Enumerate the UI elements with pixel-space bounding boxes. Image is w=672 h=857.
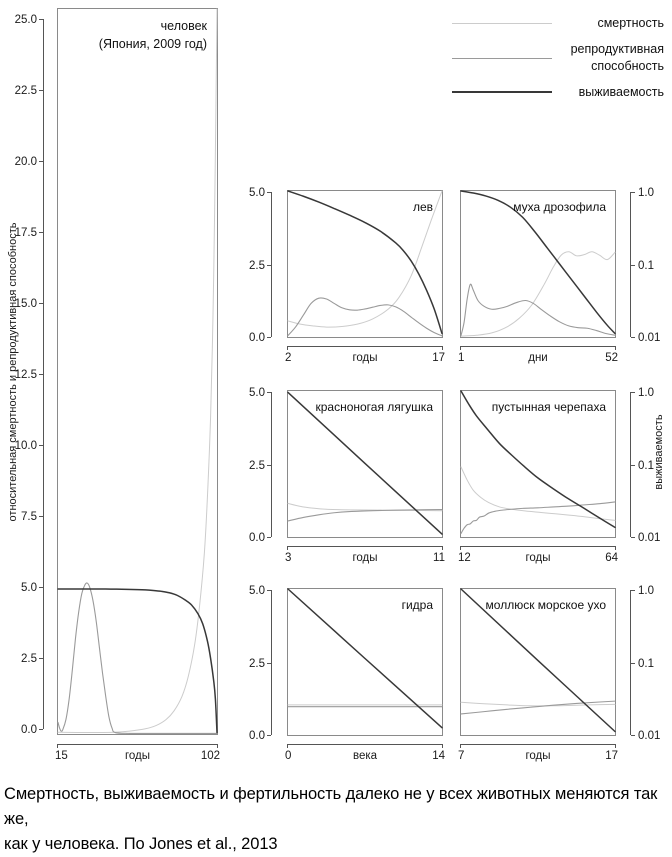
x-axis-drosophila-end-tick [615,347,616,350]
series-mortality [461,252,615,336]
main-y-axis-tick [39,374,43,375]
x-axis-lion [285,346,445,364]
x-axis-tortoise-title: годы [525,552,551,564]
x-axis-frog [285,546,445,564]
small-y-axis-right-row1-tick [631,265,635,266]
main-y-axis-tick [39,90,43,91]
small-y-axis-left-row2-tick [267,537,271,538]
small-y-axis-right-row1-tick-label: 0.1 [638,260,654,272]
panel-hydra [287,588,443,736]
small-y-axis-left-row1-tick-label: 0.0 [249,332,265,344]
small-y-axis-left-row2-tick-label: 0.0 [249,532,265,544]
main-y-axis-tick [39,658,43,659]
small-y-axis-left-row1 [249,187,272,344]
legend-row-mortality [452,12,664,34]
small-y-axis-right-row3-tick [631,735,635,736]
x-axis-frog-title: годы [352,552,378,564]
series-fertility [461,701,615,714]
legend-label-mortality: смертность [597,15,664,30]
x-axis-frog-min: 3 [285,552,292,564]
small-y-axis-left-row2 [249,387,272,544]
small-y-axis-right-row3-tick [631,590,635,591]
small-y-axis-left-row1-tick [267,337,271,338]
x-axis-abalone-max: 17 [605,750,618,762]
small-y-axis-right-row1 [630,187,661,344]
x-axis-hydra-max: 14 [432,750,445,762]
x-axis-lion-title: годы [352,352,378,364]
small-y-axis-right-row2-tick [631,392,635,393]
small-y-axis-right-row3-tick [631,663,635,664]
small-y-axis-left-row3-tick [267,735,271,736]
panel-frog [287,390,443,538]
x-axis-abalone-end-tick [460,745,461,748]
small-y-axis-right-row2-tick-label: 0.01 [638,532,661,544]
small-y-axis-right-row3 [630,585,661,742]
main-chart-box [57,8,218,735]
main-y-axis-tick [39,587,43,588]
x-axis-lion-max: 17 [432,352,445,364]
legend-line-survivorship [452,91,552,93]
main-y-axis-tick [39,303,43,304]
x-axis-drosophila-max: 52 [605,352,618,364]
legend-row-survivorship [452,81,664,103]
main-title-line2: (Япония, 2009 год) [98,37,207,51]
small-y-axis-left-row3-tick-label: 2.5 [249,658,265,670]
small-y-axis-left-row3-tick-label: 5.0 [249,585,265,597]
main-y-axis-tick-label: 7.5 [21,511,37,523]
x-axis-abalone-min: 7 [458,750,465,762]
main-x-axis-end-tick [57,745,58,748]
small-y-axis-left-row1-tick-label: 5.0 [249,187,265,199]
legend [452,6,664,106]
x-axis-frog-end-tick [287,547,288,550]
main-y-axis-tick-label: 17.5 [14,227,37,239]
x-axis-lion-end-tick [287,347,288,350]
small-y-axis-right-row2-tick [631,465,635,466]
x-axis-abalone [458,744,618,762]
main-y-axis-label: относительная смертность и репродуктивная способность [7,222,19,522]
series-fertility [58,583,217,734]
panel-title-lion: лев [412,200,433,214]
small-y-axis-right-row1-tick [631,192,635,193]
small-y-axis-left-row3 [249,585,272,742]
small-y-axis-right-row1-tick-label: 1.0 [638,187,654,199]
x-axis-frog-end-tick [442,547,443,550]
small-y-axis-left-row3-tick [267,590,271,591]
main-y-axis-tick [39,445,43,446]
legend-row-fertility [452,40,664,76]
main-y-axis-tick-label: 20.0 [14,156,37,168]
panel-title-frog: красноногая лягушка [315,400,433,414]
main-title-line1: человек [160,19,207,33]
small-y-axis-right-row1-tick [631,337,635,338]
small-y-axis-left-row2-tick [267,392,271,393]
x-axis-drosophila-end-tick [460,347,461,350]
small-y-axis-left-row2-tick-label: 5.0 [249,387,265,399]
survivorship-axis-label: выживаемость [653,414,665,490]
small-y-axis-right-row1-tick-label: 0.01 [638,332,661,344]
small-y-axis-right-row3-tick-label: 1.0 [638,585,654,597]
x-axis-hydra-end-tick [287,745,288,748]
small-y-axis-right-row3-tick-label: 0.1 [638,658,654,670]
panel-tortoise [460,390,616,538]
panel-title-drosophila: муха дрозофила [513,200,606,214]
x-axis-drosophila-min: 1 [458,352,465,364]
legend-label-fertility: репродуктивная способность [570,42,664,73]
caption-line1: Смертность, выживаемость и фертильность далеко не у всех животных меняются так же, [4,785,658,828]
small-y-axis-right-row2-tick-label: 0.1 [638,460,654,472]
small-y-axis-right-row2-tick-label: 1.0 [638,387,654,399]
x-axis-hydra-title: века [352,750,378,762]
main-x-axis-end-tick [217,745,218,748]
x-axis-hydra-min: 0 [285,750,292,762]
x-axis-tortoise-max: 64 [605,552,618,564]
series-fertility [288,510,442,521]
series-fertility [288,298,442,336]
main-chart [58,9,217,734]
main-x-axis [55,744,220,762]
x-axis-tortoise-end-tick [460,547,461,550]
small-y-axis-left-row2-tick-label: 2.5 [249,460,265,472]
panel-title-tortoise: пустынная черепаха [491,400,606,414]
x-axis-tortoise [458,546,618,564]
series-fertility [461,284,615,335]
main-y-axis-tick-label: 25.0 [14,14,37,26]
main-y-axis-tick [39,516,43,517]
small-y-axis-left-row1-tick-label: 2.5 [249,260,265,272]
small-y-axis-right-row3-tick-label: 0.01 [638,730,661,742]
main-x-axis-max: 102 [200,750,220,762]
main-y-axis-tick-label: 22.5 [14,85,37,97]
x-axis-hydra [285,744,445,762]
small-y-axis-left-row1-tick [267,192,271,193]
x-axis-drosophila-title: дни [528,352,548,364]
main-y-axis-tick-label: 5.0 [21,582,37,594]
caption [4,782,668,857]
caption-line2: как у человека. По Jones et al., 2013 [4,835,278,853]
main-y-axis-tick [39,19,43,20]
legend-label-survivorship: выживаемость [578,84,664,99]
panel-lion [287,190,443,338]
legend-line-mortality [452,23,552,24]
x-axis-abalone-end-tick [615,745,616,748]
main-y-axis-tick-label: 15.0 [14,298,37,310]
panel-abalone [460,588,616,736]
main-y-axis-tick-label: 12.5 [14,369,37,381]
small-y-axis-right-row2-tick [631,537,635,538]
x-axis-lion-min: 2 [285,352,292,364]
panel-drosophila [460,190,616,338]
small-y-axis-left-row3-tick [267,663,271,664]
main-x-axis-min: 15 [55,750,68,762]
main-y-axis-tick [39,729,43,730]
x-axis-drosophila [458,346,618,364]
main-panel-title [99,17,207,53]
main-y-axis-tick [39,161,43,162]
series-survivorship [58,589,217,733]
main-y-axis [14,14,44,736]
series-mortality [58,9,217,733]
main-x-axis-title: годы [124,750,151,762]
x-axis-hydra-end-tick [442,745,443,748]
x-axis-abalone-title: годы [525,750,551,762]
small-y-axis-left-row1-tick [267,265,271,266]
small-y-axis-left-row3-tick-label: 0.0 [249,730,265,742]
panel-title-hydra: гидра [401,598,433,612]
x-axis-frog-max: 11 [433,552,445,564]
main-y-axis-tick-label: 10.0 [14,440,37,452]
main-y-axis-tick-label: 2.5 [21,653,37,665]
main-y-axis-tick-label: 0.0 [21,724,37,736]
main-y-axis-tick [39,232,43,233]
x-axis-tortoise-end-tick [615,547,616,550]
x-axis-lion-end-tick [442,347,443,350]
x-axis-tortoise-min: 12 [458,552,471,564]
small-y-axis-left-row2-tick [267,465,271,466]
legend-line-fertility [452,58,552,59]
panel-title-abalone: моллюск морское ухо [485,598,606,612]
